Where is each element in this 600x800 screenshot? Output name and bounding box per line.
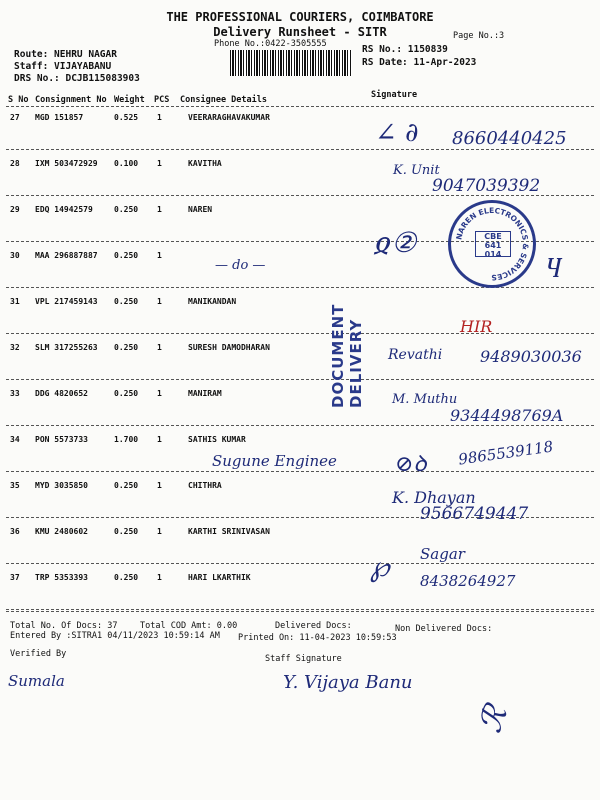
row-divider xyxy=(6,333,594,334)
rs-number: RS No.: 1150839 xyxy=(362,44,448,55)
row-consignee: KARTHI SRINIVASAN xyxy=(188,527,270,536)
non-delivered-docs: Non Delivered Docs: xyxy=(395,624,493,634)
route: Route: NEHRU NAGAR xyxy=(14,49,117,60)
row-consignee: SURESH DAMODHARAN xyxy=(188,343,270,352)
drs-number: DRS No.: DCJB115083903 xyxy=(14,73,140,84)
row-weight: 0.250 xyxy=(114,205,139,214)
hw-phone-33: 9344498769A xyxy=(450,406,564,425)
header-divider xyxy=(6,106,594,107)
shop-seal xyxy=(448,200,536,288)
row-weight: 0.525 xyxy=(114,113,139,122)
row-pcs: 1 xyxy=(157,113,162,122)
row-consignment: VPL 217459143 xyxy=(35,297,98,306)
verified-signature: Sumala xyxy=(8,672,65,690)
page-number: Page No.:3 xyxy=(453,31,505,41)
runsheet-title: Delivery Runsheet - SITR xyxy=(213,25,387,39)
row-weight: 0.250 xyxy=(114,527,139,536)
signature-mark: Ⴗ xyxy=(545,258,562,283)
document-delivery-stamp: DOCUMENT DELIVERY xyxy=(329,303,365,408)
row-weight: 0.250 xyxy=(114,251,139,260)
col-consignee: Consignee Details xyxy=(180,95,267,105)
col-sno: S No xyxy=(8,95,29,105)
row-consignee: SATHIS KUMAR xyxy=(188,435,246,444)
row-sno: 32 xyxy=(10,343,20,352)
hw-ditto-30: — do — xyxy=(215,258,266,273)
row-pcs: 1 xyxy=(157,573,162,582)
row-consignment: MYD 3035850 xyxy=(35,481,88,490)
signature-mark: ⊘ꝺ xyxy=(395,452,427,477)
row-sno: 29 xyxy=(10,205,20,214)
row-divider xyxy=(6,471,594,472)
row-consignment: TRP 5353393 xyxy=(35,573,88,582)
row-consignment: EDQ 14942579 xyxy=(35,205,93,214)
hw-phone-37: 8438264927 xyxy=(420,572,516,590)
row-consignee: KAVITHA xyxy=(188,159,222,168)
row-divider xyxy=(6,563,594,564)
col-pcs: PCS xyxy=(154,95,170,105)
row-consignment: KMU 2480602 xyxy=(35,527,88,536)
row-pcs: 1 xyxy=(157,527,162,536)
row-sno: 31 xyxy=(10,297,20,306)
row-pcs: 1 xyxy=(157,159,162,168)
row-consignee: NAREN xyxy=(188,205,213,214)
delivered-docs: Delivered Docs: xyxy=(275,621,352,631)
hw-phone-28: 9047039392 xyxy=(432,176,541,196)
row-consignment: SLM 317255263 xyxy=(35,343,98,352)
row-weight: 0.100 xyxy=(114,159,139,168)
row-sno: 33 xyxy=(10,389,20,398)
row-consignee: CHITHRA xyxy=(188,481,222,490)
hw-name-32: Revathi xyxy=(388,347,443,363)
row-pcs: 1 xyxy=(157,343,162,352)
row-weight: 0.250 xyxy=(114,297,139,306)
col-signature: Signature xyxy=(371,90,418,100)
rs-date: RS Date: 11-Apr-2023 xyxy=(362,57,477,68)
row-consignment: PON 5573733 xyxy=(35,435,88,444)
row-consignment: MGD 151857 xyxy=(35,113,84,122)
seal-center xyxy=(475,231,511,257)
hw-phone-34: 9865539118 xyxy=(457,437,555,469)
row-weight: 0.250 xyxy=(114,343,139,352)
col-consignment: Consignment No xyxy=(35,95,107,105)
phone-number: Phone No.:0422-3505555 xyxy=(214,39,327,49)
row-sno: 36 xyxy=(10,527,20,536)
signature-mark: ∠ ∂ xyxy=(375,118,419,148)
row-divider xyxy=(6,425,594,426)
staff-signature: Y. Vijaya Banu xyxy=(283,672,413,693)
row-consignee: VEERARAGHAVAKUMAR xyxy=(188,113,270,122)
total-docs: Total No. Of Docs: 37 xyxy=(10,621,118,631)
row-sno: 27 xyxy=(10,113,20,122)
hw-name-35: K. Dhayan xyxy=(392,488,476,507)
row-consignee: HARI LKARTHIK xyxy=(188,573,251,582)
row-consignment: MAA 296887887 xyxy=(35,251,98,260)
verified-by-label: Verified By xyxy=(10,649,67,659)
seal-center-text: CBE xyxy=(484,232,502,241)
row-weight: 0.250 xyxy=(114,389,139,398)
row-consignment: IXM 503472929 xyxy=(35,159,98,168)
row-sno: 34 xyxy=(10,435,20,444)
signature-mark: ℛ xyxy=(470,700,515,738)
barcode xyxy=(230,50,352,76)
row-pcs: 1 xyxy=(157,205,162,214)
hw-initials-31: HIR xyxy=(460,317,493,336)
seal-ring-text: NAREN ELECTRONICS & SERVICES xyxy=(454,205,531,283)
row-sno: 30 xyxy=(10,251,20,260)
signature-mark: ჲ② xyxy=(375,226,417,259)
row-consignee: MANIRAM xyxy=(188,389,222,398)
row-divider xyxy=(6,609,594,610)
row-weight: 0.250 xyxy=(114,481,139,490)
printed-on: Printed On: 11-04-2023 10:59:53 xyxy=(238,633,397,643)
hw-name-33: M. Muthu xyxy=(392,392,458,407)
hw-phone-32: 9489030036 xyxy=(480,347,582,366)
staff-signature-label: Staff Signature xyxy=(265,654,342,664)
company-name: THE PROFESSIONAL COURIERS, COIMBATORE xyxy=(166,10,434,24)
row-sno: 28 xyxy=(10,159,20,168)
row-divider xyxy=(6,287,594,288)
staff: Staff: VIJAYABANU xyxy=(14,61,112,72)
hw-phone-27: 8660440425 xyxy=(452,128,567,149)
row-pcs: 1 xyxy=(157,481,162,490)
signature-mark: ℘ xyxy=(370,550,390,583)
hw-name-37: Sagar xyxy=(420,545,465,563)
row-consignee: MANIKANDAN xyxy=(188,297,237,306)
hw-note-34: Sugune Enginee xyxy=(212,452,337,470)
col-weight: Weight xyxy=(114,95,145,105)
total-cod: Total COD Amt: 0.00 xyxy=(140,621,238,631)
hw-phone-35: 9566749447 xyxy=(420,504,529,524)
footer-divider xyxy=(6,611,594,612)
row-divider xyxy=(6,379,594,380)
row-weight: 0.250 xyxy=(114,573,139,582)
row-pcs: 1 xyxy=(157,389,162,398)
row-pcs: 1 xyxy=(157,297,162,306)
row-divider xyxy=(6,149,594,150)
entered-by: Entered By :SITRA1 04/11/2023 10:59:14 AM xyxy=(10,631,220,641)
row-pcs: 1 xyxy=(157,251,162,260)
row-weight: 1.700 xyxy=(114,435,139,444)
hw-name-28: K. Unit xyxy=(393,163,440,178)
row-sno: 37 xyxy=(10,573,20,582)
row-consignment: DDG 4820652 xyxy=(35,389,88,398)
seal-code: 641 014 xyxy=(484,241,502,259)
row-pcs: 1 xyxy=(157,435,162,444)
row-sno: 35 xyxy=(10,481,20,490)
